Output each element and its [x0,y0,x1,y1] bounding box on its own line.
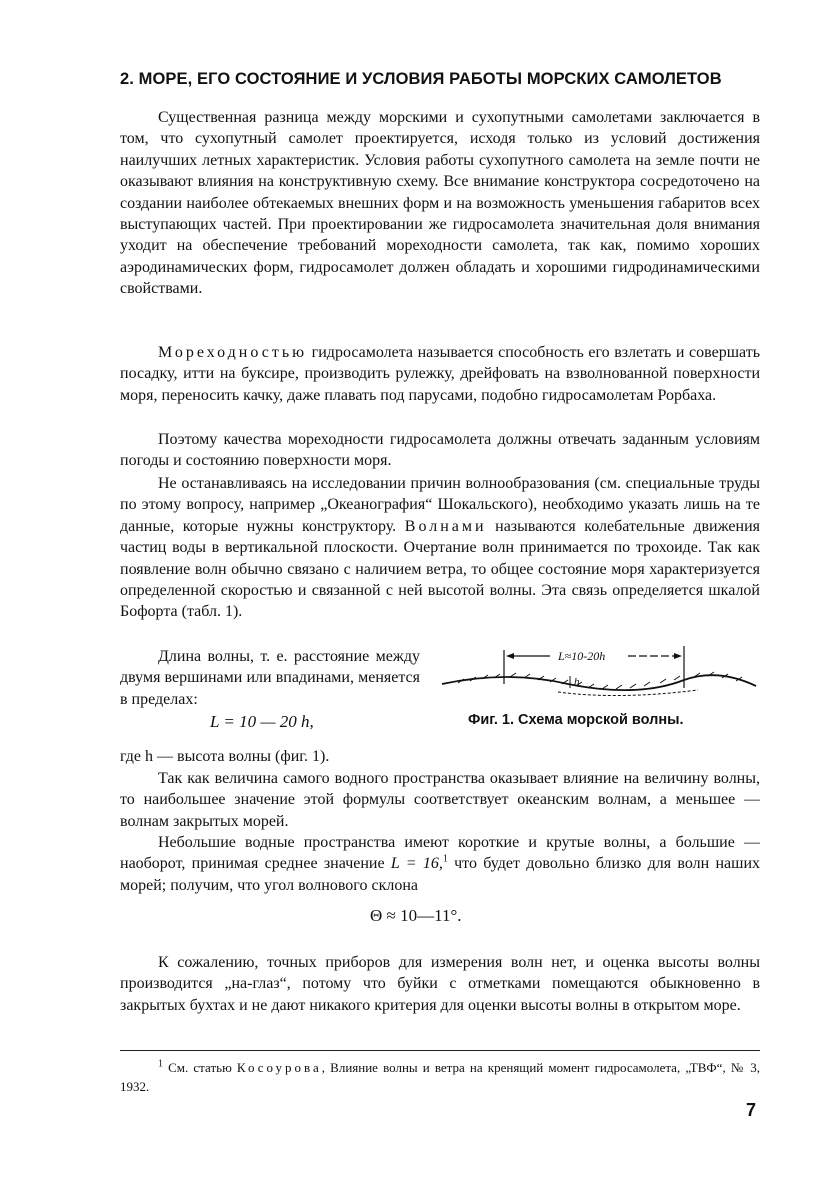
paragraph-8-text-b: что будет довольно близко для волн наших морей; получим, что угол волнового склона [120,855,761,894]
paragraph-8 [120,832,760,896]
paragraph-3: Поэтому качества мореходности гидросамолета должны отвечать заданным условиям погоды и состоянию поверхности моря. [120,431,760,470]
wave-diagram-svg [438,640,760,710]
footnote-ref: 1 [442,854,448,866]
paragraph-5: Длина волны, т. е. расстояние между двумя вершинами или впадинами, меняется в пределах: [120,648,420,708]
paragraph-9: К сожалению, точных приборов для измерения волн нет, и оценка высоты волны производится „на-глаз“, потому что буйки с отметками помещаются обыкновенно в закрытых бухтах и не дают никакого критерия для оценки высоты волны в открытом море. [120,954,760,1014]
page-number: 7 [746,1100,757,1120]
paragraph-8-text-a: Небольшие водные пространства имеют короткие и крутые волны, а большие — наоборот, принимая среднее значение [120,834,760,873]
paragraph-4 [120,473,760,623]
footnote-mark: 1 [158,1058,163,1070]
term-seaworthiness: Мореходностью [158,344,308,361]
formula-slope-angle: Θ ≈ 10—11°. [370,906,462,925]
paragraph-4-text-a: Не останавливаясь на исследовании причин волнообразования (см. специальные труды по этому вопросу, например „Океанография“ Шокальского), необходимо указать лишь на те данные, которые нужны конструктору. [120,475,760,535]
wave-height-label: h [574,676,580,688]
paragraph-7: Так как величина самого водного пространства оказывает влияние на величину волны, то наибольшее значение этой формулы соответствует океанским волнам, а меньшее — волнам закрытых морей. [120,770,760,830]
paragraph-2-text: гидросамолета называется способность его взлетать и совершать посадку, итти на буксире, производить рулежку, дрейфовать на взволнованной поверхности моря, переносить качку, даже плавать под парусами, подобно гидросамолетам Рорбаха. [120,344,760,404]
section-heading: 2. МОРЕ, ЕГО СОСТОЯНИЕ И УСЛОВИЯ РАБОТЫ МОРСКИХ САМОЛЕТОВ [120,70,722,88]
footnote-divider [120,1050,760,1051]
footnote-text-a: См. статью [163,1060,237,1075]
paragraph-1: Существенная разница между морскими и сухопутными самолетами заключается в том, что сухопутный самолет проектируется, исходя только из условий достижения наилучших летных характеристик. Условия работы сухопутного самолета на земле почти не оказывают влияния на конструктивную схему. Все внимание конструктора сосредоточено на создании наиболее обтекаемых внешних форм и на возможность уменьшения габаритов всех выступающих частей. При проектировании же гидросамолета значительная доля внимания уходит на обеспечение требований мореходности самолета, так как, помимо хороших аэродинамических форм, гидросамолет должен обладать и хорошими гидродинамическими свойствами. [120,109,760,298]
term-waves: Волнами [404,517,487,535]
paragraph-6: где h — высота волны (фиг. 1). [120,748,330,765]
wave-length-label: L≈10-20h [558,649,606,663]
paragraph-4-text-b: называются колебательные движения частиц воды в вертикальной плоскости. Очертание волн принимается по трохоиде. Так как появление волн обычно связано с наличием ветра, то общее состояние моря характеризуется определенной скоростью и связанной с ней высотой волны. Эта связь определяется шкалой Бофорта (табл. 1). [120,517,761,621]
paragraph-2 [120,342,760,406]
figure-caption: Фиг. 1. Схема морской волны. [468,712,684,728]
formula-inline: L = 16, [390,855,443,873]
footnote-author: Косоурова [236,1060,322,1075]
footnote-text-b: , Влияние волны и ветра на кренящий момент гидросамолета, „ТВФ“, № 3, 1932. [120,1060,761,1094]
wave-diagram [438,640,760,710]
footnote [120,1058,760,1096]
formula-wave-length: L = 10 — 20 h, [210,712,314,731]
